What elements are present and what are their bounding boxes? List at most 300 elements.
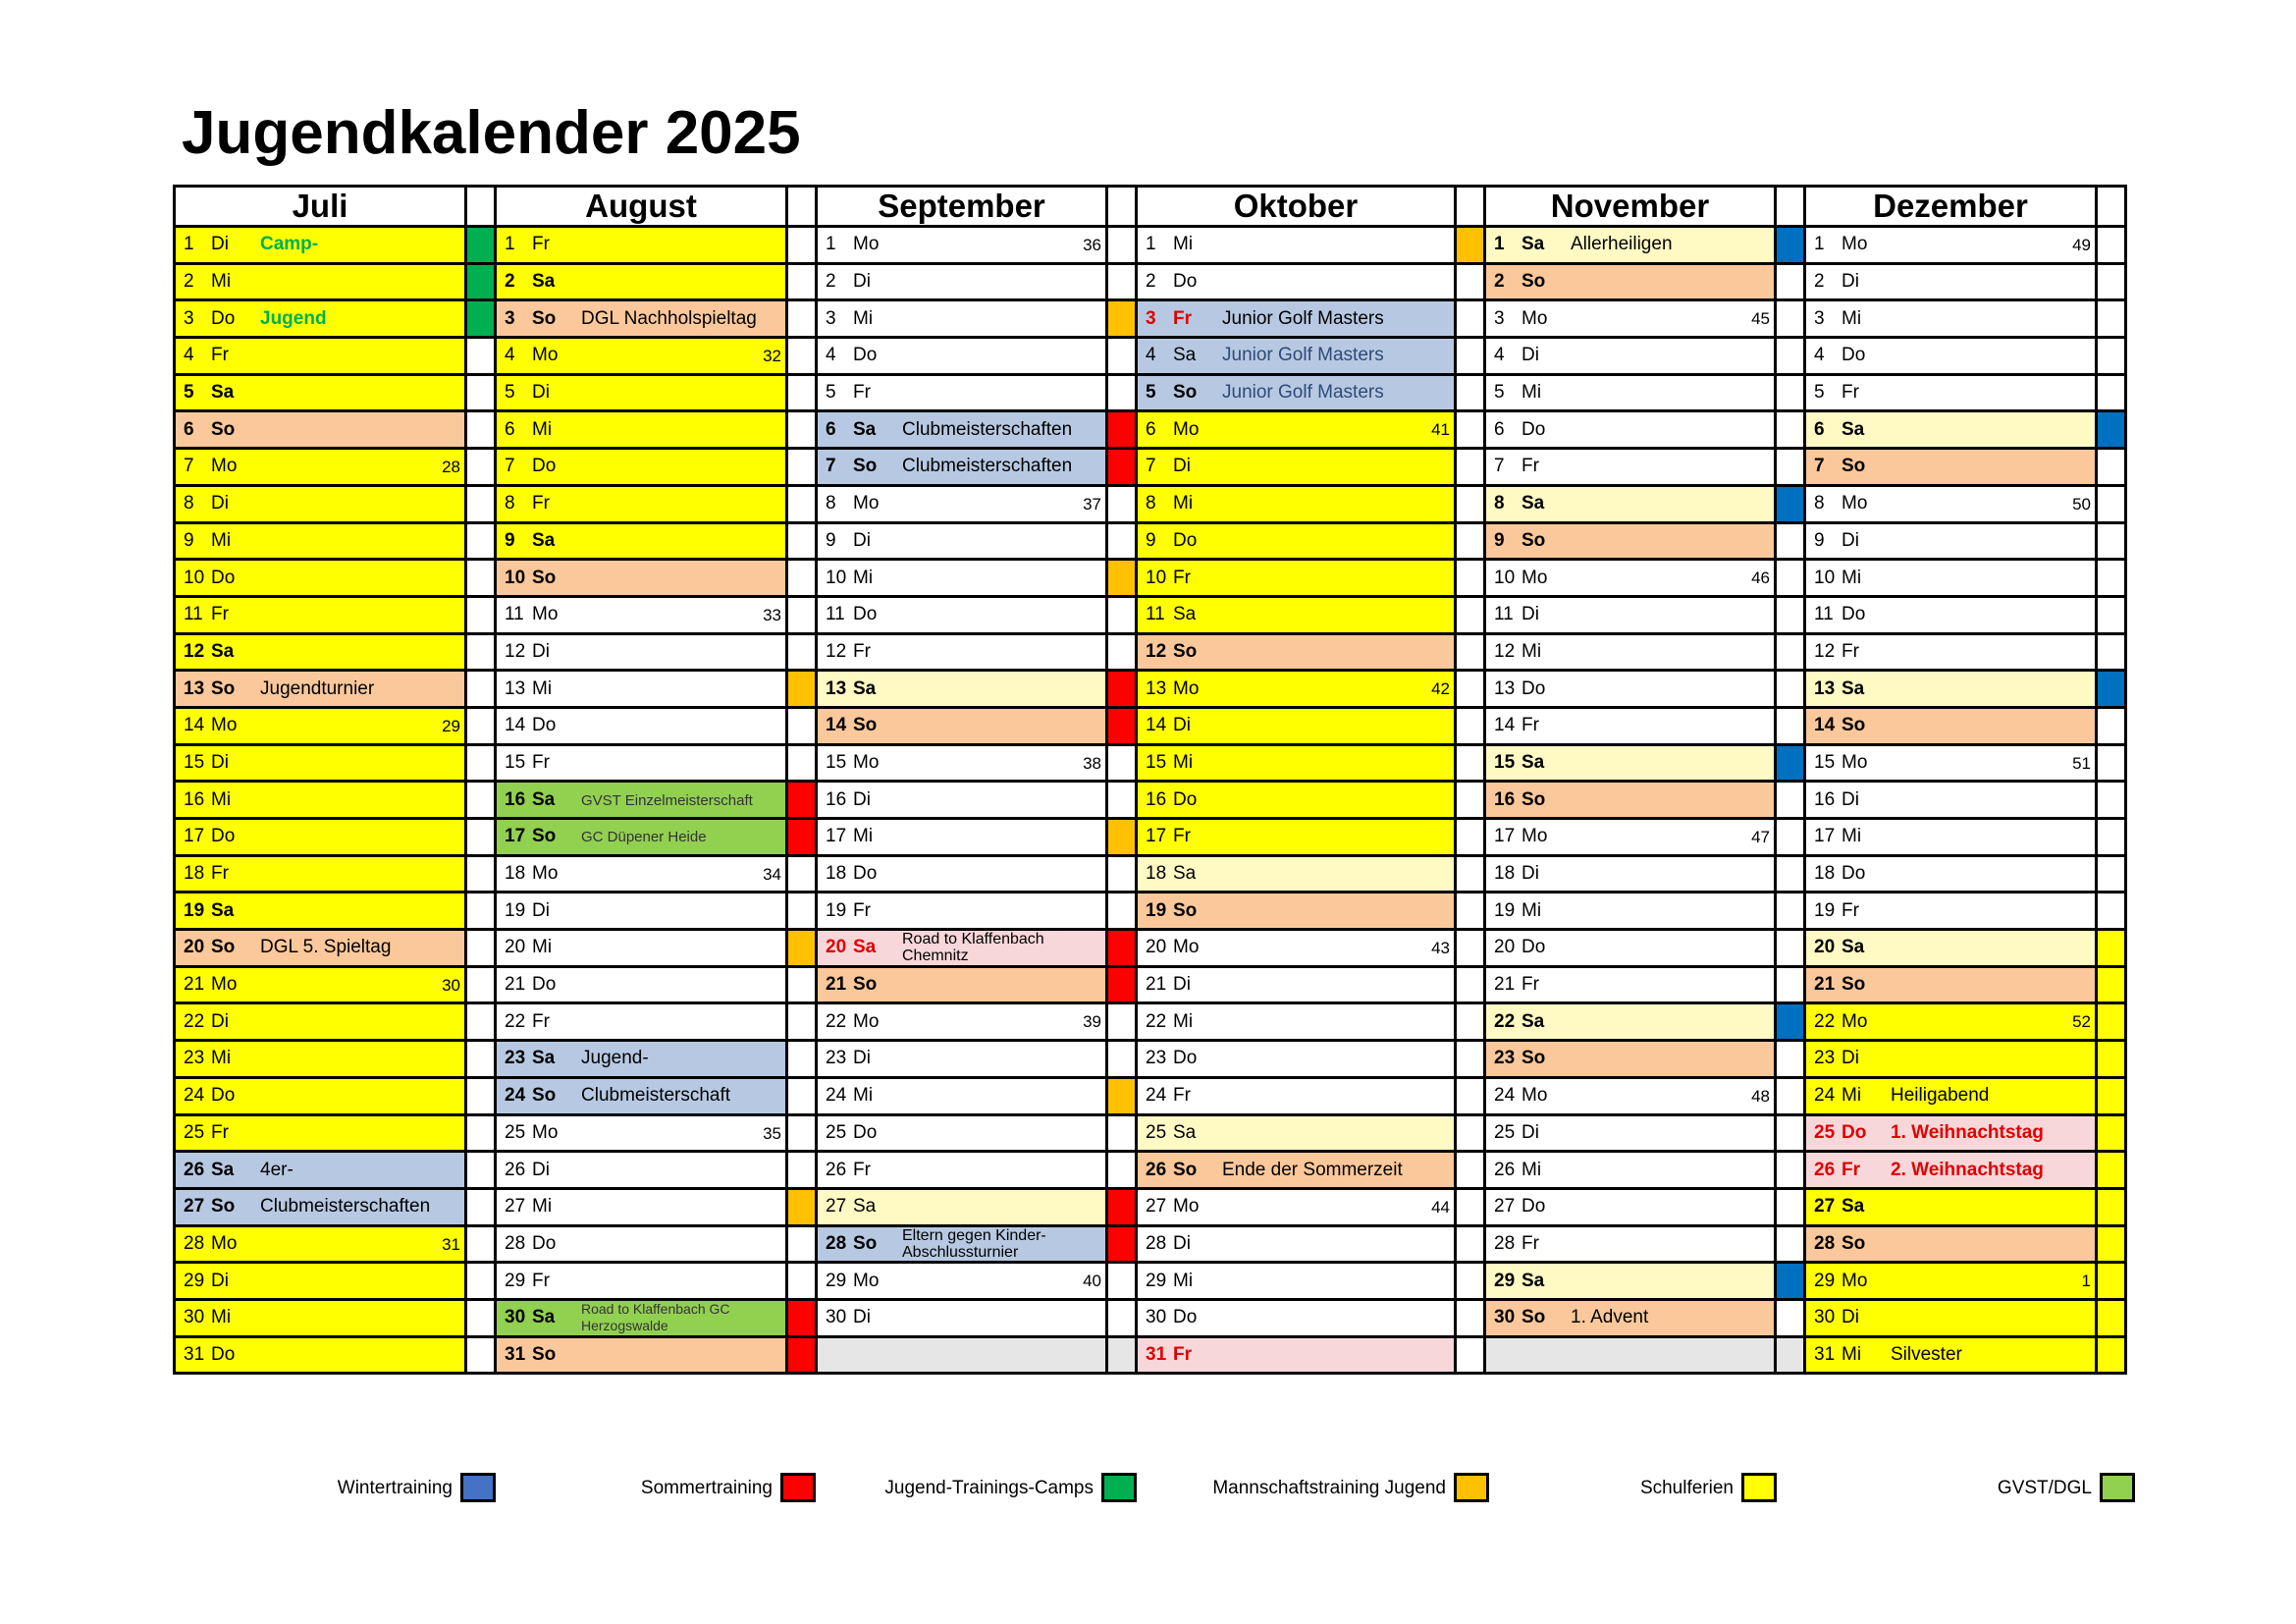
day-cell[interactable] bbox=[175, 966, 466, 1003]
training-marker bbox=[1456, 1225, 1485, 1263]
day-cell[interactable] bbox=[496, 300, 787, 338]
week-number: 31 bbox=[442, 1234, 460, 1254]
day-cell[interactable] bbox=[496, 744, 787, 782]
training-marker bbox=[1456, 227, 1485, 264]
weekday: So bbox=[532, 826, 557, 847]
day-cell[interactable] bbox=[817, 633, 1107, 671]
day-cell[interactable] bbox=[175, 1152, 466, 1189]
day-cell[interactable] bbox=[496, 966, 787, 1003]
day-cell[interactable] bbox=[1137, 1077, 1456, 1114]
day-number: 24 bbox=[1814, 1085, 1836, 1107]
day-number: 3 bbox=[505, 307, 515, 329]
day-cell[interactable] bbox=[1485, 522, 1776, 560]
day-cell[interactable] bbox=[1485, 338, 1776, 375]
day-cell[interactable] bbox=[1137, 855, 1456, 893]
day-cell[interactable] bbox=[817, 744, 1107, 782]
day-cell[interactable] bbox=[817, 300, 1107, 338]
day-cell[interactable] bbox=[496, 1003, 787, 1041]
day-cell[interactable] bbox=[1137, 227, 1456, 264]
week-number: 37 bbox=[1083, 494, 1101, 514]
day-cell[interactable] bbox=[496, 819, 787, 856]
day-cell[interactable] bbox=[1805, 300, 2097, 338]
day-cell[interactable] bbox=[496, 930, 787, 967]
day-cell[interactable] bbox=[175, 522, 466, 560]
day-cell[interactable] bbox=[817, 930, 1107, 967]
day-number: 11 bbox=[505, 604, 524, 625]
day-cell[interactable] bbox=[817, 966, 1107, 1003]
day-cell[interactable] bbox=[1805, 1336, 2097, 1374]
day-number: 10 bbox=[184, 567, 205, 588]
day-cell[interactable] bbox=[1137, 1225, 1456, 1263]
day-cell[interactable] bbox=[1485, 227, 1776, 264]
training-marker bbox=[1456, 1152, 1485, 1189]
day-cell[interactable] bbox=[1137, 1041, 1456, 1078]
training-marker bbox=[1456, 707, 1485, 744]
day-cell[interactable] bbox=[1137, 560, 1456, 597]
day-cell[interactable] bbox=[496, 522, 787, 560]
day-cell[interactable] bbox=[817, 707, 1107, 744]
day-cell[interactable] bbox=[1805, 855, 2097, 893]
day-cell[interactable] bbox=[496, 411, 787, 449]
day-number: 15 bbox=[826, 751, 847, 773]
day-cell[interactable] bbox=[496, 485, 787, 522]
day-number: 3 bbox=[1814, 307, 1825, 329]
day-number: 15 bbox=[1494, 751, 1516, 773]
training-marker bbox=[466, 560, 496, 597]
day-cell[interactable] bbox=[175, 930, 466, 967]
day-cell[interactable] bbox=[1805, 782, 2097, 819]
day-number: 24 bbox=[826, 1085, 847, 1107]
day-cell[interactable] bbox=[496, 633, 787, 671]
day-cell[interactable] bbox=[175, 560, 466, 597]
weekday: Do bbox=[1173, 788, 1198, 810]
training-marker bbox=[1776, 560, 1805, 597]
day-cell[interactable] bbox=[817, 1077, 1107, 1114]
day-cell[interactable] bbox=[817, 263, 1107, 300]
day-cell[interactable] bbox=[175, 1077, 466, 1114]
day-cell[interactable] bbox=[817, 1114, 1107, 1152]
day-cell[interactable] bbox=[817, 1003, 1107, 1041]
page-title: Jugendkalender 2025 bbox=[182, 99, 801, 167]
weekday: Sa bbox=[211, 382, 235, 404]
day-cell[interactable] bbox=[1137, 1336, 1456, 1374]
month-header-marker bbox=[1776, 187, 1805, 227]
day-cell[interactable] bbox=[496, 227, 787, 264]
day-cell[interactable] bbox=[1485, 966, 1776, 1003]
day-cell[interactable] bbox=[1137, 374, 1456, 411]
day-cell[interactable] bbox=[496, 338, 787, 375]
day-cell[interactable] bbox=[817, 1188, 1107, 1225]
day-cell[interactable] bbox=[1805, 1152, 2097, 1189]
day-number: 28 bbox=[826, 1232, 847, 1254]
training-marker bbox=[2097, 485, 2126, 522]
day-number: 26 bbox=[1494, 1159, 1516, 1180]
training-marker bbox=[1107, 338, 1137, 375]
day-cell[interactable] bbox=[496, 1041, 787, 1078]
day-cell[interactable] bbox=[496, 449, 787, 486]
day-cell[interactable] bbox=[1485, 1188, 1776, 1225]
day-cell[interactable] bbox=[1805, 707, 2097, 744]
day-number: 9 bbox=[184, 529, 194, 551]
day-cell[interactable] bbox=[1137, 1263, 1456, 1300]
day-number: 8 bbox=[826, 493, 836, 514]
day-cell[interactable] bbox=[175, 485, 466, 522]
training-marker bbox=[1107, 522, 1137, 560]
day-cell[interactable] bbox=[1485, 1077, 1776, 1114]
training-marker bbox=[787, 300, 817, 338]
day-number: 22 bbox=[1814, 1010, 1836, 1032]
day-cell[interactable] bbox=[1137, 930, 1456, 967]
weekday: Sa bbox=[1522, 493, 1545, 514]
training-marker bbox=[466, 1263, 496, 1300]
weekday: Do bbox=[1522, 937, 1546, 958]
day-number: 18 bbox=[1814, 863, 1836, 885]
day-cell[interactable] bbox=[817, 411, 1107, 449]
day-number: 21 bbox=[505, 974, 526, 996]
day-cell[interactable] bbox=[1485, 374, 1776, 411]
day-cell[interactable] bbox=[496, 263, 787, 300]
calendar-row bbox=[175, 966, 2126, 1003]
day-number: 27 bbox=[1494, 1196, 1516, 1218]
day-cell[interactable] bbox=[1485, 893, 1776, 930]
day-cell[interactable] bbox=[1805, 1077, 2097, 1114]
training-marker bbox=[2097, 522, 2126, 560]
training-marker bbox=[2097, 1114, 2126, 1152]
weekday: Mo bbox=[1173, 1196, 1200, 1218]
weekday: Mi bbox=[1842, 567, 1862, 588]
day-cell[interactable] bbox=[1485, 485, 1776, 522]
day-cell[interactable] bbox=[1805, 338, 2097, 375]
day-cell[interactable] bbox=[1805, 930, 2097, 967]
day-cell[interactable] bbox=[1485, 671, 1776, 708]
day-cell[interactable] bbox=[496, 1152, 787, 1189]
day-cell[interactable] bbox=[175, 338, 466, 375]
day-cell[interactable] bbox=[817, 1263, 1107, 1300]
day-cell[interactable] bbox=[175, 782, 466, 819]
day-cell[interactable] bbox=[496, 671, 787, 708]
day-cell[interactable] bbox=[1805, 449, 2097, 486]
day-cell[interactable] bbox=[817, 449, 1107, 486]
training-marker bbox=[787, 744, 817, 782]
day-cell[interactable] bbox=[817, 855, 1107, 893]
day-cell[interactable] bbox=[1137, 338, 1456, 375]
day-cell[interactable] bbox=[1137, 966, 1456, 1003]
day-cell[interactable] bbox=[1485, 596, 1776, 633]
day-number: 27 bbox=[1814, 1196, 1836, 1218]
day-number: 6 bbox=[184, 418, 194, 440]
training-marker bbox=[466, 1077, 496, 1114]
day-cell[interactable] bbox=[817, 1225, 1107, 1263]
weekday: Sa bbox=[853, 1196, 877, 1218]
day-cell[interactable] bbox=[1805, 522, 2097, 560]
training-marker bbox=[466, 1152, 496, 1189]
day-cell[interactable] bbox=[496, 1114, 787, 1152]
day-number: 10 bbox=[826, 567, 847, 588]
day-cell[interactable] bbox=[1805, 671, 2097, 708]
day-cell[interactable] bbox=[1805, 560, 2097, 597]
day-cell[interactable] bbox=[496, 782, 787, 819]
day-cell[interactable] bbox=[175, 1225, 466, 1263]
day-cell[interactable] bbox=[1137, 671, 1456, 708]
day-cell[interactable] bbox=[496, 560, 787, 597]
day-cell[interactable] bbox=[817, 1336, 1107, 1374]
day-number: 8 bbox=[1494, 493, 1505, 514]
day-number: 17 bbox=[1494, 826, 1516, 847]
weekday: Sa bbox=[1522, 1010, 1545, 1032]
day-cell[interactable] bbox=[496, 1077, 787, 1114]
day-cell[interactable] bbox=[1137, 819, 1456, 856]
calendar-row bbox=[175, 1152, 2126, 1189]
day-cell[interactable] bbox=[1485, 1336, 1776, 1374]
day-cell[interactable] bbox=[175, 596, 466, 633]
day-cell[interactable] bbox=[1137, 1152, 1456, 1189]
day-cell[interactable] bbox=[496, 1299, 787, 1336]
legend-label: Jugend-Trainings-Camps bbox=[884, 1478, 1094, 1498]
day-cell[interactable] bbox=[175, 449, 466, 486]
training-marker bbox=[1456, 411, 1485, 449]
day-cell[interactable] bbox=[1805, 1225, 2097, 1263]
day-cell[interactable] bbox=[817, 560, 1107, 597]
day-cell[interactable] bbox=[1485, 707, 1776, 744]
training-marker bbox=[2097, 227, 2126, 264]
day-cell[interactable] bbox=[496, 374, 787, 411]
calendar-row bbox=[175, 485, 2126, 522]
day-cell[interactable] bbox=[1485, 744, 1776, 782]
day-cell[interactable] bbox=[175, 411, 466, 449]
day-number: 19 bbox=[1814, 899, 1836, 921]
weekday: Di bbox=[853, 271, 871, 293]
day-cell[interactable] bbox=[175, 1003, 466, 1041]
weekday: Mo bbox=[853, 1010, 880, 1032]
day-cell[interactable] bbox=[175, 374, 466, 411]
day-cell[interactable] bbox=[1485, 1152, 1776, 1189]
day-number: 23 bbox=[1146, 1048, 1167, 1069]
weekday: Fr bbox=[1842, 382, 1859, 404]
training-marker bbox=[2097, 1225, 2126, 1263]
day-cell[interactable] bbox=[817, 485, 1107, 522]
calendar-row bbox=[175, 1225, 2126, 1263]
day-cell[interactable] bbox=[1485, 300, 1776, 338]
weekday: Do bbox=[532, 1232, 557, 1254]
day-cell[interactable] bbox=[175, 300, 466, 338]
day-number: 12 bbox=[1494, 640, 1516, 662]
day-cell[interactable] bbox=[1805, 1003, 2097, 1041]
day-number: 5 bbox=[1494, 382, 1505, 404]
day-cell[interactable] bbox=[1137, 707, 1456, 744]
day-cell[interactable] bbox=[1137, 893, 1456, 930]
calendar-row bbox=[175, 1188, 2126, 1225]
day-cell[interactable] bbox=[817, 782, 1107, 819]
day-cell[interactable] bbox=[1485, 263, 1776, 300]
training-marker bbox=[1776, 1041, 1805, 1078]
day-cell[interactable] bbox=[1485, 633, 1776, 671]
training-marker bbox=[1107, 263, 1137, 300]
day-cell[interactable] bbox=[175, 1263, 466, 1300]
training-marker bbox=[466, 1041, 496, 1078]
day-cell[interactable] bbox=[817, 819, 1107, 856]
day-cell[interactable] bbox=[1485, 855, 1776, 893]
day-cell[interactable] bbox=[496, 1225, 787, 1263]
day-cell[interactable] bbox=[496, 707, 787, 744]
day-cell[interactable] bbox=[496, 893, 787, 930]
day-cell[interactable] bbox=[496, 1188, 787, 1225]
day-cell[interactable] bbox=[817, 374, 1107, 411]
day-cell[interactable] bbox=[1485, 449, 1776, 486]
weekday: So bbox=[1173, 640, 1198, 662]
day-cell[interactable] bbox=[1805, 1188, 2097, 1225]
training-marker bbox=[2097, 633, 2126, 671]
training-marker bbox=[2097, 671, 2126, 708]
training-marker bbox=[466, 855, 496, 893]
training-marker bbox=[466, 449, 496, 486]
day-cell[interactable] bbox=[1805, 893, 2097, 930]
day-cell[interactable] bbox=[817, 893, 1107, 930]
training-marker bbox=[1107, 485, 1137, 522]
day-cell[interactable] bbox=[175, 633, 466, 671]
day-number: 9 bbox=[505, 529, 515, 551]
day-cell[interactable] bbox=[1485, 411, 1776, 449]
legend-label: GVST/DGL bbox=[1997, 1478, 2092, 1498]
day-cell[interactable] bbox=[1805, 1299, 2097, 1336]
day-cell[interactable] bbox=[1485, 1299, 1776, 1336]
day-cell[interactable] bbox=[1137, 1188, 1456, 1225]
day-cell[interactable] bbox=[817, 1152, 1107, 1189]
day-number: 16 bbox=[1146, 788, 1167, 810]
training-marker bbox=[1456, 782, 1485, 819]
weekday: Mo bbox=[1522, 567, 1548, 588]
day-cell[interactable] bbox=[175, 263, 466, 300]
day-cell[interactable] bbox=[1137, 633, 1456, 671]
day-cell[interactable] bbox=[1805, 633, 2097, 671]
weekday: Mi bbox=[1842, 826, 1862, 847]
day-cell[interactable] bbox=[1805, 819, 2097, 856]
day-cell[interactable] bbox=[1485, 1263, 1776, 1300]
day-cell[interactable] bbox=[1137, 300, 1456, 338]
day-cell[interactable] bbox=[1805, 596, 2097, 633]
day-cell[interactable] bbox=[175, 819, 466, 856]
weekday: Sa bbox=[1842, 418, 1865, 440]
training-marker bbox=[1776, 596, 1805, 633]
day-cell[interactable] bbox=[175, 855, 466, 893]
day-cell[interactable] bbox=[1805, 966, 2097, 1003]
calendar-row bbox=[175, 227, 2126, 264]
weekday: Sa bbox=[211, 899, 235, 921]
event-label: Jugend- bbox=[581, 1048, 649, 1069]
day-cell[interactable] bbox=[175, 1336, 466, 1374]
day-cell[interactable] bbox=[1137, 485, 1456, 522]
weekday: Mi bbox=[211, 271, 232, 293]
day-number: 13 bbox=[184, 677, 205, 699]
day-cell[interactable] bbox=[1805, 227, 2097, 264]
day-number: 28 bbox=[1814, 1232, 1836, 1254]
day-cell[interactable] bbox=[1805, 744, 2097, 782]
day-number: 2 bbox=[184, 271, 194, 293]
day-cell[interactable] bbox=[175, 1041, 466, 1078]
day-cell[interactable] bbox=[1137, 411, 1456, 449]
day-cell[interactable] bbox=[1485, 930, 1776, 967]
training-marker bbox=[1456, 855, 1485, 893]
day-cell[interactable] bbox=[1485, 560, 1776, 597]
day-number: 26 bbox=[1146, 1159, 1167, 1180]
day-cell[interactable] bbox=[1805, 263, 2097, 300]
day-cell[interactable] bbox=[1137, 1003, 1456, 1041]
day-cell[interactable] bbox=[817, 1299, 1107, 1336]
training-marker bbox=[1456, 671, 1485, 708]
day-number: 20 bbox=[505, 937, 526, 958]
day-cell[interactable] bbox=[1485, 819, 1776, 856]
weekday: Mo bbox=[211, 456, 238, 477]
day-cell[interactable] bbox=[175, 671, 466, 708]
day-number: 10 bbox=[1146, 567, 1167, 588]
day-cell[interactable] bbox=[817, 338, 1107, 375]
day-cell[interactable] bbox=[1485, 1003, 1776, 1041]
day-number: 24 bbox=[1146, 1085, 1167, 1107]
day-cell[interactable] bbox=[496, 1263, 787, 1300]
day-cell[interactable] bbox=[1137, 449, 1456, 486]
day-cell[interactable] bbox=[1805, 485, 2097, 522]
day-cell[interactable] bbox=[1485, 1114, 1776, 1152]
day-number: 1 bbox=[1146, 234, 1156, 255]
training-marker bbox=[1107, 596, 1137, 633]
day-cell[interactable] bbox=[1485, 1225, 1776, 1263]
weekday: Di bbox=[1842, 271, 1859, 293]
day-number: 26 bbox=[1814, 1159, 1836, 1180]
day-cell[interactable] bbox=[1137, 782, 1456, 819]
day-cell[interactable] bbox=[1485, 782, 1776, 819]
day-cell[interactable] bbox=[496, 855, 787, 893]
day-cell[interactable] bbox=[175, 227, 466, 264]
day-cell[interactable] bbox=[496, 596, 787, 633]
weekday: Do bbox=[532, 974, 557, 996]
day-cell[interactable] bbox=[496, 1336, 787, 1374]
day-cell[interactable] bbox=[817, 522, 1107, 560]
day-cell[interactable] bbox=[1137, 744, 1456, 782]
day-cell[interactable] bbox=[1805, 411, 2097, 449]
training-marker bbox=[1776, 893, 1805, 930]
day-cell[interactable] bbox=[175, 893, 466, 930]
day-cell[interactable] bbox=[175, 1114, 466, 1152]
weekday: Mi bbox=[532, 418, 553, 440]
day-number: 12 bbox=[1146, 640, 1167, 662]
day-cell[interactable] bbox=[175, 1299, 466, 1336]
weekday: Mo bbox=[1842, 493, 1868, 514]
day-cell[interactable] bbox=[1805, 374, 2097, 411]
day-cell[interactable] bbox=[817, 596, 1107, 633]
day-cell[interactable] bbox=[1805, 1114, 2097, 1152]
training-marker bbox=[787, 1188, 817, 1225]
day-cell[interactable] bbox=[175, 1188, 466, 1225]
day-number: 8 bbox=[184, 493, 194, 514]
day-cell[interactable] bbox=[1137, 263, 1456, 300]
training-marker bbox=[787, 263, 817, 300]
day-cell[interactable] bbox=[1805, 1263, 2097, 1300]
day-cell[interactable] bbox=[175, 744, 466, 782]
day-cell[interactable] bbox=[175, 707, 466, 744]
day-cell[interactable] bbox=[1137, 596, 1456, 633]
day-cell[interactable] bbox=[1137, 1114, 1456, 1152]
day-cell[interactable] bbox=[1137, 522, 1456, 560]
day-cell[interactable] bbox=[1137, 1299, 1456, 1336]
day-cell[interactable] bbox=[817, 1041, 1107, 1078]
legend-swatch bbox=[2100, 1473, 2135, 1502]
month-header-marker bbox=[1107, 187, 1137, 227]
weekday: Di bbox=[211, 1010, 229, 1032]
day-cell[interactable] bbox=[1485, 1041, 1776, 1078]
day-cell[interactable] bbox=[817, 227, 1107, 264]
day-cell[interactable] bbox=[1805, 1041, 2097, 1078]
day-number: 25 bbox=[1146, 1121, 1167, 1143]
day-cell[interactable] bbox=[817, 671, 1107, 708]
